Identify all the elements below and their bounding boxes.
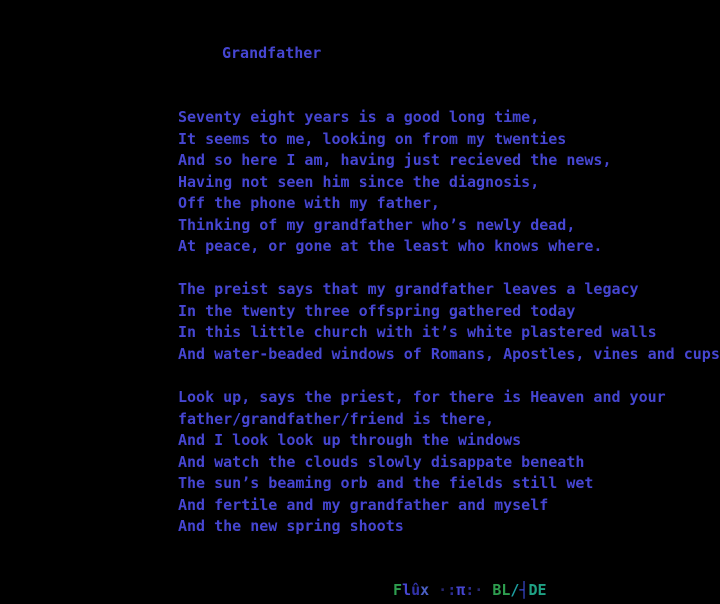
status-char: D bbox=[528, 581, 538, 599]
status-char: û bbox=[411, 581, 421, 599]
status-char: L bbox=[501, 581, 511, 599]
status-char: l bbox=[402, 581, 412, 599]
poem-line: Having not seen him since the diagnosis, bbox=[178, 172, 540, 191]
poem-line: Off the phone with my father, bbox=[178, 194, 440, 212]
status-line bbox=[393, 580, 547, 602]
status-space bbox=[483, 581, 492, 599]
poem-line: In the twenty three offspring gathered today bbox=[178, 301, 576, 320]
status-char: · bbox=[438, 581, 448, 599]
poem-line: And the new spring shoots bbox=[178, 517, 404, 535]
poem-line: And watch the clouds slowly disappate beneath bbox=[178, 452, 585, 471]
status-char: : bbox=[447, 581, 457, 599]
poem-line: Look up, says the priest, for there is Heaven and your bbox=[178, 388, 666, 406]
poem-title: Grandfather bbox=[222, 44, 322, 62]
poem-line: father/grandfather/friend is there, bbox=[178, 409, 495, 428]
poem-stanza-3 bbox=[178, 387, 666, 538]
status-char: : bbox=[465, 581, 475, 599]
poem-stanza-2 bbox=[178, 279, 720, 365]
poem-line: The sun’s beaming orb and the fields still wet bbox=[178, 474, 594, 492]
status-char: x bbox=[420, 581, 430, 599]
poem-line: And fertile and my grandfather and myself bbox=[178, 495, 549, 514]
poem-stanza-1 bbox=[178, 107, 611, 258]
poem-line: And I look look up through the windows bbox=[178, 431, 522, 449]
status-char: / bbox=[510, 581, 520, 599]
text-cursor: ┤ bbox=[519, 581, 529, 599]
poem-line: And water-beaded windows of Romans, Apostles, vines and cups bbox=[178, 344, 720, 363]
status-char: F bbox=[393, 581, 403, 599]
poem-line: It seems to me, looking on from my twenties bbox=[178, 129, 567, 148]
poem-line: Seventy eight years is a good long time, bbox=[178, 108, 540, 126]
status-char: B bbox=[492, 581, 502, 599]
status-space bbox=[429, 581, 438, 599]
poem-line: Thinking of my grandfather who’s newly dead, bbox=[178, 215, 576, 234]
status-char: E bbox=[537, 581, 547, 599]
status-char: · bbox=[474, 581, 484, 599]
status-char: π bbox=[456, 581, 466, 599]
poem-line: In this little church with it’s white plastered walls bbox=[178, 323, 657, 341]
poem-line: The preist says that my grandfather leaves a legacy bbox=[178, 280, 639, 298]
poem-line: At peace, or gone at the least who knows where. bbox=[178, 237, 603, 255]
poem-line: And so here I am, having just recieved the news, bbox=[178, 151, 612, 169]
